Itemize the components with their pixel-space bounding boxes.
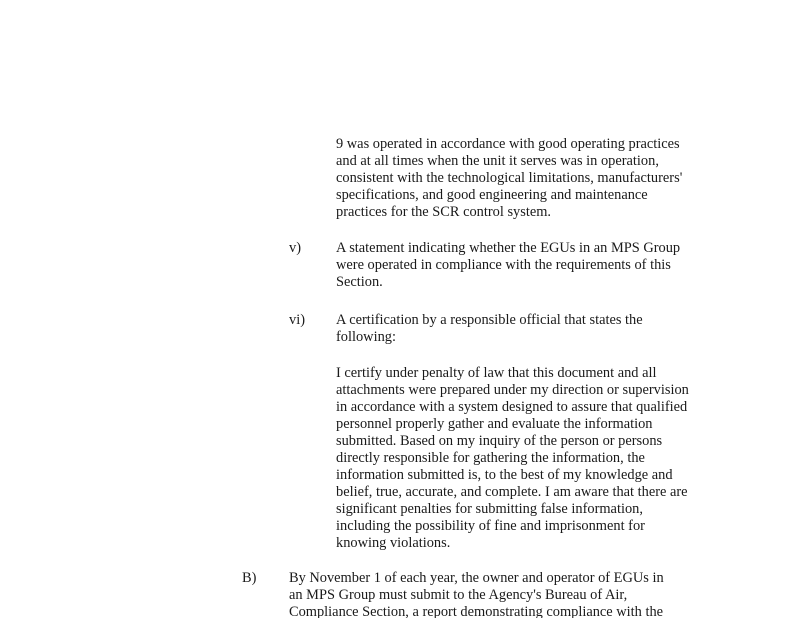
paragraph-line: A statement indicating whether the EGUs in an MPS Group <box>336 240 681 256</box>
paragraph-line: Section. <box>336 274 383 290</box>
paragraph-line: information submitted is, to the best of my knowledge and <box>336 467 673 483</box>
paragraph-line: knowing violations. <box>336 535 451 551</box>
paragraph-line: directly responsible for gathering the information, the <box>336 450 645 466</box>
paragraph-line: following: <box>336 329 396 345</box>
paragraph-line: an MPS Group must submit to the Agency's Bureau of Air, <box>289 587 628 603</box>
item-vi-marker: vi) <box>289 312 305 328</box>
paragraph-line: 9 was operated in accordance with good operating practices <box>336 136 680 152</box>
continuation-paragraph <box>336 136 682 221</box>
item-v-marker: v) <box>289 240 301 256</box>
paragraph-line: and at all times when the unit it serves was in operation, <box>336 153 659 169</box>
paragraph-line: consistent with the technological limitations, manufacturers' <box>336 170 683 186</box>
item-b-marker: B) <box>242 570 257 586</box>
item-vi-paragraph <box>336 312 643 346</box>
paragraph-line: specifications, and good engineering and maintenance <box>336 187 648 203</box>
paragraph-line: personnel properly gather and evaluate the information <box>336 416 653 432</box>
item-v-paragraph <box>336 240 680 291</box>
paragraph-line: attachments were prepared under my direction or supervision <box>336 382 689 398</box>
paragraph-line: Compliance Section, a report demonstrating compliance with the <box>289 604 664 618</box>
paragraph-line: including the possibility of fine and imprisonment for <box>336 518 645 534</box>
paragraph-line: submitted. Based on my inquiry of the person or persons <box>336 433 663 449</box>
paragraph-line: practices for the SCR control system. <box>336 204 552 220</box>
certification-statement <box>336 365 689 552</box>
paragraph-line: By November 1 of each year, the owner and operator of EGUs in <box>289 570 664 586</box>
item-b-paragraph <box>289 570 664 618</box>
paragraph-line: significant penalties for submitting false information, <box>336 501 643 517</box>
paragraph-line: in accordance with a system designed to assure that qualified <box>336 399 688 415</box>
paragraph-line: belief, true, accurate, and complete. I am aware that there are <box>336 484 688 500</box>
paragraph-line: were operated in compliance with the requirements of this <box>336 257 671 273</box>
paragraph-line: A certification by a responsible official that states the <box>336 312 643 328</box>
paragraph-line: I certify under penalty of law that this document and all <box>336 365 657 381</box>
